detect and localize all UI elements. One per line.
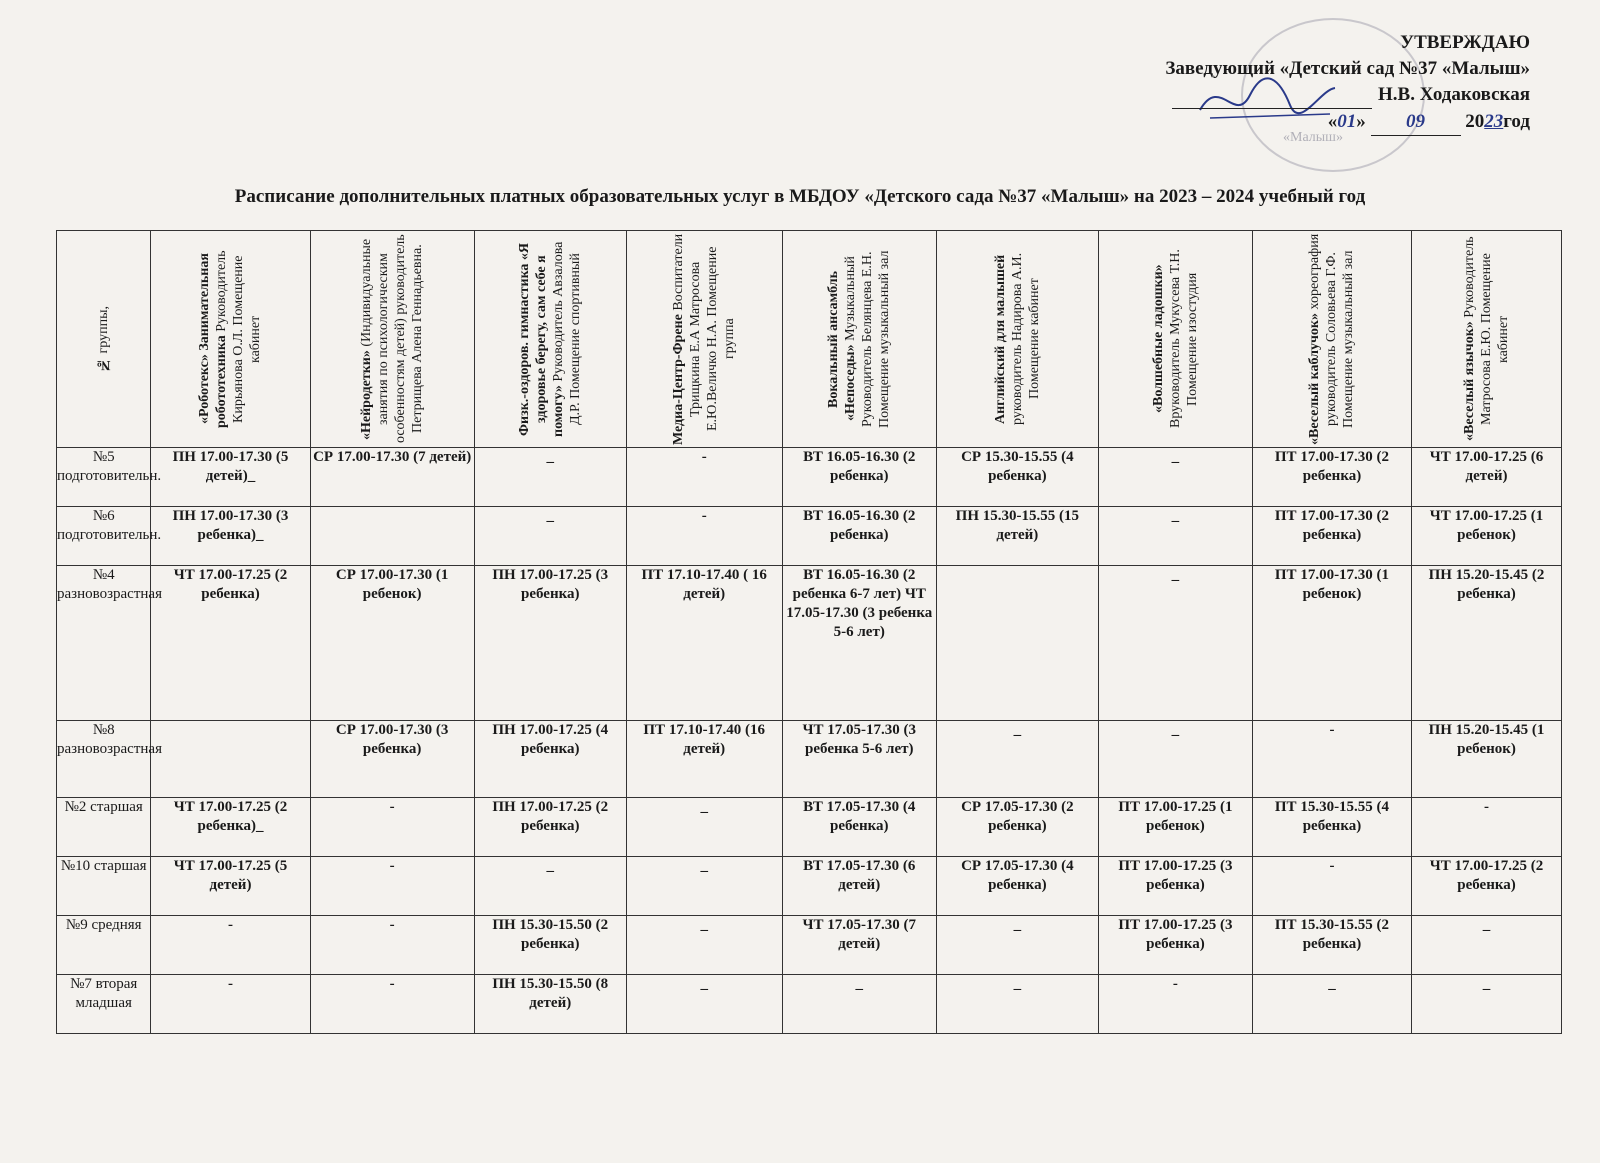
schedule-cell: ПН 15.20-15.45 (2 ребенка) bbox=[1412, 566, 1562, 721]
table-row bbox=[57, 448, 1562, 507]
table-row bbox=[57, 975, 1562, 1034]
schedule-cell: ПН 17.00-17.25 (4 ребенка) bbox=[474, 721, 626, 798]
schedule-cell: _ bbox=[1098, 566, 1252, 721]
schedule-cell: _ bbox=[936, 916, 1098, 975]
approval-heading: УТВЕРЖДАЮ bbox=[1400, 32, 1530, 53]
schedule-cell: ПН 17.00-17.25 (2 ребенка) bbox=[474, 798, 626, 857]
schedule-cell: - bbox=[310, 798, 474, 857]
column-header-text: Физк.-оздоров. гимнастика «Я здоровье берегу, сам себе я помогу» Руководитель Авзалова Д.Р. Помещение спортивный bbox=[517, 241, 584, 437]
schedule-cell: ЧТ 17.00-17.25 (2 ребенка)_ bbox=[151, 798, 310, 857]
schedule-cell: ВТ 17.05-17.30 (6 детей) bbox=[782, 857, 936, 916]
schedule-cell bbox=[310, 507, 474, 566]
schedule-cell: ПН 17.00-17.30 (5 детей)_ bbox=[151, 448, 310, 507]
schedule-cell: - bbox=[151, 916, 310, 975]
approval-name: Н.В. Ходаковская bbox=[1378, 84, 1530, 105]
schedule-cell: ПТ 15.30-15.55 (2 ребенка) bbox=[1252, 916, 1411, 975]
table-row bbox=[57, 507, 1562, 566]
schedule-cell: ЧТ 17.00-17.25 (2 ребенка) bbox=[1412, 857, 1562, 916]
schedule-cell: _ bbox=[474, 448, 626, 507]
schedule-cell: _ bbox=[626, 975, 782, 1034]
table-row bbox=[57, 857, 1562, 916]
schedule-cell: - bbox=[151, 975, 310, 1034]
schedule-cell: - bbox=[310, 857, 474, 916]
column-header-text: Английский для малышей руководитель Надирова А.И. Помещение кабинет bbox=[992, 252, 1042, 426]
schedule-cell: _ bbox=[782, 975, 936, 1034]
schedule-cell: - bbox=[1252, 857, 1411, 916]
group-cell: №7 вторая младшая bbox=[57, 975, 151, 1034]
schedule-table bbox=[56, 230, 1562, 1034]
schedule-cell: _ bbox=[936, 975, 1098, 1034]
table-row bbox=[57, 798, 1562, 857]
schedule-cell: ПТ 17.10-17.40 (16 детей) bbox=[626, 721, 782, 798]
schedule-cell: - bbox=[1412, 798, 1562, 857]
document-title: Расписание дополнительных платных образовательных услуг в МБДОУ «Детского сада №37 «Малыш» на 2023 – 2024 учебный год bbox=[234, 186, 1366, 207]
schedule-cell: ЧТ 17.00-17.25 (1 ребенок) bbox=[1412, 507, 1562, 566]
date-year-prefix: 20 bbox=[1465, 111, 1485, 132]
schedule-cell: СР 17.00-17.30 (3 ребенка) bbox=[310, 721, 474, 798]
schedule-cell bbox=[936, 566, 1098, 721]
schedule-cell: ЧТ 17.00-17.25 (6 детей) bbox=[1412, 448, 1562, 507]
group-cell: №5 подготовительн. bbox=[57, 448, 151, 507]
approval-block bbox=[1165, 30, 1530, 136]
schedule-cell: СР 15.30-15.55 (4 ребенка) bbox=[936, 448, 1098, 507]
schedule-cell: _ bbox=[1252, 975, 1411, 1034]
schedule-cell: ВТ 16.05-16.30 (2 ребенка) bbox=[782, 507, 936, 566]
column-header-text: Медиа-Центр-Френе Воспитатели Трищкина Е.А Матросова Е.Ю.Величко Н.А. Помещение группа bbox=[671, 233, 738, 445]
date-close-quote: » bbox=[1356, 111, 1366, 132]
schedule-cell: _ bbox=[626, 916, 782, 975]
schedule-cell: _ bbox=[474, 507, 626, 566]
approval-name-line bbox=[1165, 82, 1530, 109]
column-header bbox=[626, 231, 782, 448]
schedule-cell: _ bbox=[1098, 507, 1252, 566]
group-cell: №4 разновозрастная bbox=[57, 566, 151, 721]
schedule-cell: _ bbox=[936, 721, 1098, 798]
schedule-cell: ПН 15.30-15.50 (2 ребенка) bbox=[474, 916, 626, 975]
schedule-cell: _ bbox=[1098, 721, 1252, 798]
group-cell: №8 разновозрастная bbox=[57, 721, 151, 798]
column-header-text: «Волшебные ладошки» Вруководитель Мукусева Т.Н. Помещение изостудия bbox=[1150, 249, 1200, 429]
date-day: 01 bbox=[1337, 111, 1357, 132]
schedule-cell: ВТ 16.05-16.30 (2 ребенка) bbox=[782, 448, 936, 507]
column-header-text: Вокальный ансамбль «Непоседы» Музыкальный Руководитель Белянцева Е.Н. Помещение музыкальный зал bbox=[826, 250, 893, 428]
column-header-text: «Роботекс» Занимательная робототехника Руководитель Кирьянова О.Л. Помещение кабинет bbox=[197, 250, 264, 428]
schedule-cell: _ bbox=[474, 857, 626, 916]
column-header bbox=[310, 231, 474, 448]
schedule-cell: ПН 17.00-17.25 (3 ребенка) bbox=[474, 566, 626, 721]
schedule-cell: ПТ 17.00-17.25 (3 ребенка) bbox=[1098, 857, 1252, 916]
date-suffix: год bbox=[1503, 111, 1530, 132]
schedule-cell: _ bbox=[626, 798, 782, 857]
group-cell: №2 старшая bbox=[57, 798, 151, 857]
date-open-quote: « bbox=[1327, 111, 1338, 132]
schedule-cell: СР 17.00-17.30 (1 ребенок) bbox=[310, 566, 474, 721]
column-header bbox=[1252, 231, 1411, 448]
signature-line bbox=[1172, 82, 1372, 109]
schedule-cell: _ bbox=[626, 857, 782, 916]
schedule-cell: ПТ 15.30-15.55 (4 ребенка) bbox=[1252, 798, 1411, 857]
column-header bbox=[782, 231, 936, 448]
schedule-cell: ЧТ 17.00-17.25 (2 ребенка) bbox=[151, 566, 310, 721]
schedule-cell: ПТ 17.00-17.30 (1 ребенок) bbox=[1252, 566, 1411, 721]
header-row bbox=[57, 231, 1562, 448]
table-row bbox=[57, 566, 1562, 721]
schedule-cell: - bbox=[310, 916, 474, 975]
approval-position: Заведующий «Детский сад №37 «Малыш» bbox=[1165, 58, 1530, 79]
column-header bbox=[1412, 231, 1562, 448]
group-cell: №9 средняя bbox=[57, 916, 151, 975]
schedule-cell: ВТ 16.05-16.30 (2 ребенка 6-7 лет) ЧТ 17.05-17.30 (3 ребенка 5-6 лет) bbox=[782, 566, 936, 721]
schedule-cell: _ bbox=[1412, 916, 1562, 975]
approval-date bbox=[1165, 109, 1530, 136]
schedule-cell: ЧТ 17.05-17.30 (7 детей) bbox=[782, 916, 936, 975]
column-header bbox=[474, 231, 626, 448]
schedule-cell: - bbox=[310, 975, 474, 1034]
column-header bbox=[1098, 231, 1252, 448]
column-header-text: «Веселый язычок» Руководитель Матросова Е.Ю. Помещение кабинет bbox=[1462, 236, 1512, 442]
column-header bbox=[151, 231, 310, 448]
schedule-cell: ПТ 17.00-17.25 (1 ребенок) bbox=[1098, 798, 1252, 857]
schedule-cell bbox=[151, 721, 310, 798]
schedule-cell: ЧТ 17.05-17.30 (3 ребенка 5-6 лет) bbox=[782, 721, 936, 798]
column-header-text: «Нейродетки» (Индивидуальные занятия по психологическим особенностям детей) руководитель Петрищева Алена Геннадьевна. bbox=[359, 234, 426, 444]
column-header-text: № группы, bbox=[96, 306, 112, 372]
schedule-cell: СР 17.05-17.30 (4 ребенка) bbox=[936, 857, 1098, 916]
table-row bbox=[57, 916, 1562, 975]
schedule-cell: СР 17.05-17.30 (2 ребенка) bbox=[936, 798, 1098, 857]
schedule-cell: ПН 17.00-17.30 (3 ребенка)_ bbox=[151, 507, 310, 566]
schedule-cell: - bbox=[626, 507, 782, 566]
schedule-cell: ПТ 17.00-17.25 (3 ребенка) bbox=[1098, 916, 1252, 975]
schedule-cell: ПН 15.20-15.45 (1 ребенок) bbox=[1412, 721, 1562, 798]
schedule-cell: - bbox=[1252, 721, 1411, 798]
column-header-text: «Веселый каблучок» хореография руководитель Соловьева Г.Ф. Помещение музыкальный зал bbox=[1307, 233, 1357, 445]
schedule-cell: - bbox=[1098, 975, 1252, 1034]
column-header bbox=[936, 231, 1098, 448]
group-cell: №6 подготовительн. bbox=[57, 507, 151, 566]
table-row bbox=[57, 721, 1562, 798]
schedule-body bbox=[57, 448, 1562, 1034]
schedule-cell: ПТ 17.10-17.40 ( 16 детей) bbox=[626, 566, 782, 721]
schedule-cell: - bbox=[626, 448, 782, 507]
date-month: 09 bbox=[1371, 109, 1461, 136]
schedule-cell: ПТ 17.00-17.30 (2 ребенка) bbox=[1252, 507, 1411, 566]
schedule-cell: _ bbox=[1098, 448, 1252, 507]
schedule-cell: ПТ 17.00-17.30 (2 ребенка) bbox=[1252, 448, 1411, 507]
schedule-cell: СР 17.00-17.30 (7 детей) bbox=[310, 448, 474, 507]
column-header bbox=[57, 231, 151, 448]
group-cell: №10 старшая bbox=[57, 857, 151, 916]
stamp-text: «Малыш» bbox=[1283, 130, 1343, 145]
schedule-cell: _ bbox=[1412, 975, 1562, 1034]
schedule-cell: ЧТ 17.00-17.25 (5 детей) bbox=[151, 857, 310, 916]
schedule-cell: ВТ 17.05-17.30 (4 ребенка) bbox=[782, 798, 936, 857]
date-year: 23 bbox=[1484, 111, 1504, 132]
schedule-cell: ПН 15.30-15.55 (15 детей) bbox=[936, 507, 1098, 566]
schedule-cell: ПН 15.30-15.50 (8 детей) bbox=[474, 975, 626, 1034]
